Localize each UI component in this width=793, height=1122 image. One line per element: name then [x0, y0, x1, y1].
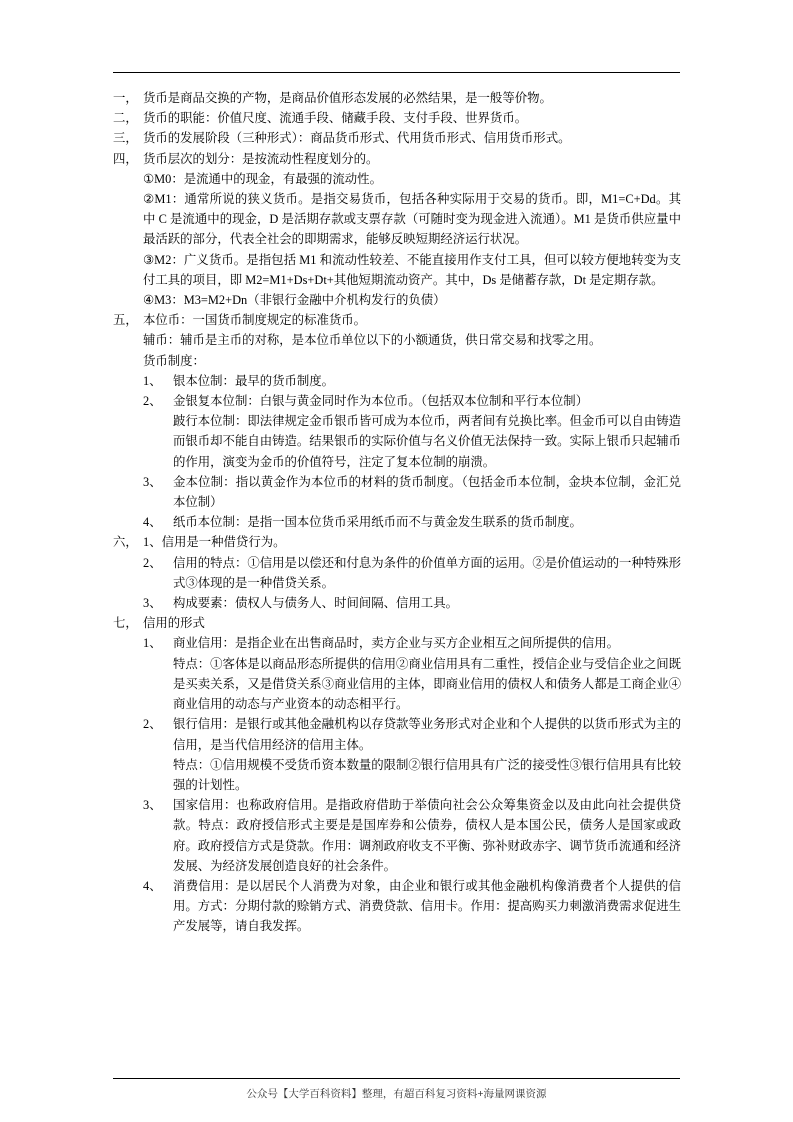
- document-line: [143, 391, 681, 411]
- document-line: [143, 472, 681, 512]
- document-line: [113, 613, 681, 633]
- line-text: 货币的发展阶段（三种形式）：商品货币形式、代用货币形式、信用货币形式。: [143, 131, 571, 146]
- document-line: [143, 553, 681, 593]
- document-body: [113, 88, 681, 937]
- line-text: 纸币本位制：是指一国本位货币采用纸币而不与黄金发生联系的货币制度。: [173, 515, 582, 530]
- document-line: [113, 310, 681, 330]
- document-line: [143, 290, 681, 310]
- line-text: 货币的职能：价值尺度、流通手段、储藏手段、支付手段、世界货币。: [143, 111, 528, 126]
- line-marker: 3、: [143, 596, 162, 611]
- line-marker: 2、: [143, 555, 162, 570]
- line-marker: 1、: [143, 636, 162, 651]
- document-line: [143, 351, 681, 371]
- footer-text: 公众号【大学百科资料】整理，有超百科复习资料+海量网课资源: [246, 1088, 547, 1100]
- line-marker: 二，: [113, 111, 138, 126]
- document-line: [113, 108, 681, 128]
- document-line: [143, 795, 681, 876]
- document-line: [143, 714, 681, 754]
- document-line: [113, 149, 681, 169]
- line-text: 商业信用：是指企业在出售商品时，卖方企业与买方企业相互之间所提供的信用。: [173, 636, 620, 651]
- document-line: [143, 633, 681, 653]
- document-line: [143, 371, 681, 391]
- line-marker: 一，: [113, 91, 138, 105]
- line-text: 消费信用：是以居民个人消费为对象，由企业和银行或其他金融机构像消费者个人提供的信用。方式：分期付款的赊销方式、消费贷款、信用卡。作用：提高购买力刺激消费需求促进生产发展等，请自我发挥。: [173, 878, 682, 934]
- line-text: 信用的特点：①信用是以偿还和付息为条件的价值单方面的运用。②是价值运动的一种特殊形式③体现的是一种借贷关系。: [173, 555, 682, 590]
- line-text: 货币层次的划分：是按流动性程度划分的。: [143, 151, 379, 166]
- document-line: [143, 512, 681, 532]
- line-marker: 2、: [143, 394, 162, 409]
- document-line: [143, 250, 681, 290]
- line-text: 构成要素：债权人与债务人、时间间隔、信用工具。: [173, 596, 458, 611]
- line-text: 货币是商品交换的产物，是商品价值形态发展的必然结果，是一般等价物。: [143, 91, 552, 105]
- line-text: 特点：①客体是以商品形态所提供的信用②商业信用具有二重性，授信企业与受信企业之间既是买卖关系，又是借贷关系③商业信用的主体，即商业信用的债权人和债务人都是工商企业④商业信用的动态与产业资本的动态相平行。: [173, 656, 682, 712]
- line-marker: 六，: [113, 535, 138, 550]
- line-marker: 2、: [143, 717, 162, 732]
- line-text: ②M1：通常所说的狭义货币。是指交易货币，包括各种实际用于交易的货币。即，M1=C+Dd。其中 C 是流通中的现金，D 是活期存款或支票存款（可随时变为现金进入流通）。M1 是货币供应量中最活跃的部分，代表全社会的即期需求，能够反映短期经济运行状况。: [143, 192, 681, 247]
- line-marker: 4、: [143, 515, 162, 530]
- document-line: [173, 411, 681, 472]
- document-line: [173, 755, 681, 795]
- document-line: [113, 128, 681, 148]
- header-divider: [113, 72, 680, 73]
- line-text: 国家信用：也称政府信用。是指政府借助于举债向社会公众筹集资金以及由此向社会提供贷款。特点：政府授信形式主要是是国库券和公债券，债权人是本国公民，债务人是国家或政府。政府授信方式是贷款。作用：调剂政府收支不平衡、弥补财政赤字、调节货币流通和经济发展、为经济发展创造良好的社会条件。: [173, 798, 682, 873]
- footer-divider: [113, 1078, 680, 1079]
- document-line: [173, 654, 681, 715]
- line-text: 跛行本位制：即法律规定金币银币皆可成为本位币，两者间有兑换比率。但金币可以自由铸造而银币却不能自由铸造。结果银币的实际价值与名义价值无法保持一致。实际上银币只起辅币的作用，演变为金币的价值符号，注定了复本位制的崩溃。: [173, 414, 682, 469]
- line-marker: 七，: [113, 616, 138, 631]
- line-marker: 3、: [143, 474, 162, 489]
- document-line: [113, 88, 681, 108]
- line-text: ③M2：广义货币。是指包括 M1 和流动性较差、不能直接用作支付工具，但可以较方便地转变为支付工具的项目，即 M2=M1+Ds+Dt+其他短期流动资产。其中，Ds 是储蓄存款，Dt 是定期存款。: [143, 252, 681, 287]
- line-text: 特点：①信用规模不受货币资本数量的限制②银行信用具有广泛的接受性③银行信用具有比较强的计划性。: [173, 757, 682, 792]
- line-text: ④M3：M3=M2+Dn（非银行金融中介机构发行的负债）: [143, 293, 446, 308]
- line-marker: 四，: [113, 151, 138, 166]
- document-line: [143, 169, 681, 189]
- line-marker: 4、: [143, 878, 162, 893]
- line-text: 辅币：辅币是主币的对称，是本位币单位以下的小额通货，供日常交易和找零之用。: [143, 333, 602, 348]
- document-line: [143, 189, 681, 250]
- line-marker: 三，: [113, 131, 138, 146]
- line-text: 金本位制：指以黄金作为本位币的材料的货币制度。（包括金币本位制，金块本位制，金汇兑本位制）: [173, 474, 681, 510]
- line-text: 本位币：一国货币制度规定的标准货币。: [143, 313, 367, 328]
- document-line: [113, 532, 681, 552]
- line-text: 货币制度：: [143, 353, 205, 368]
- document-line: [143, 876, 681, 937]
- document-line: [143, 330, 681, 350]
- line-marker: 3、: [143, 798, 162, 813]
- line-text: 银行信用：是银行或其他金融机构以存贷款等业务形式对企业和个人提供的以货币形式为主的信用，是当代信用经济的信用主体。: [173, 717, 682, 752]
- document-line: [143, 593, 681, 613]
- line-text: 银本位制：最早的货币制度。: [173, 373, 335, 388]
- line-marker: 1、: [143, 373, 162, 388]
- line-text: 信用的形式: [143, 616, 205, 631]
- line-text: 1、信用是一种借贷行为。: [143, 535, 286, 550]
- line-text: ①M0：是流通中的现金，有最强的流动性。: [143, 171, 382, 186]
- line-marker: 五，: [113, 313, 138, 328]
- line-text: 金银复本位制：白银与黄金同时作为本位币。（包括双本位制和平行本位制）: [173, 394, 589, 409]
